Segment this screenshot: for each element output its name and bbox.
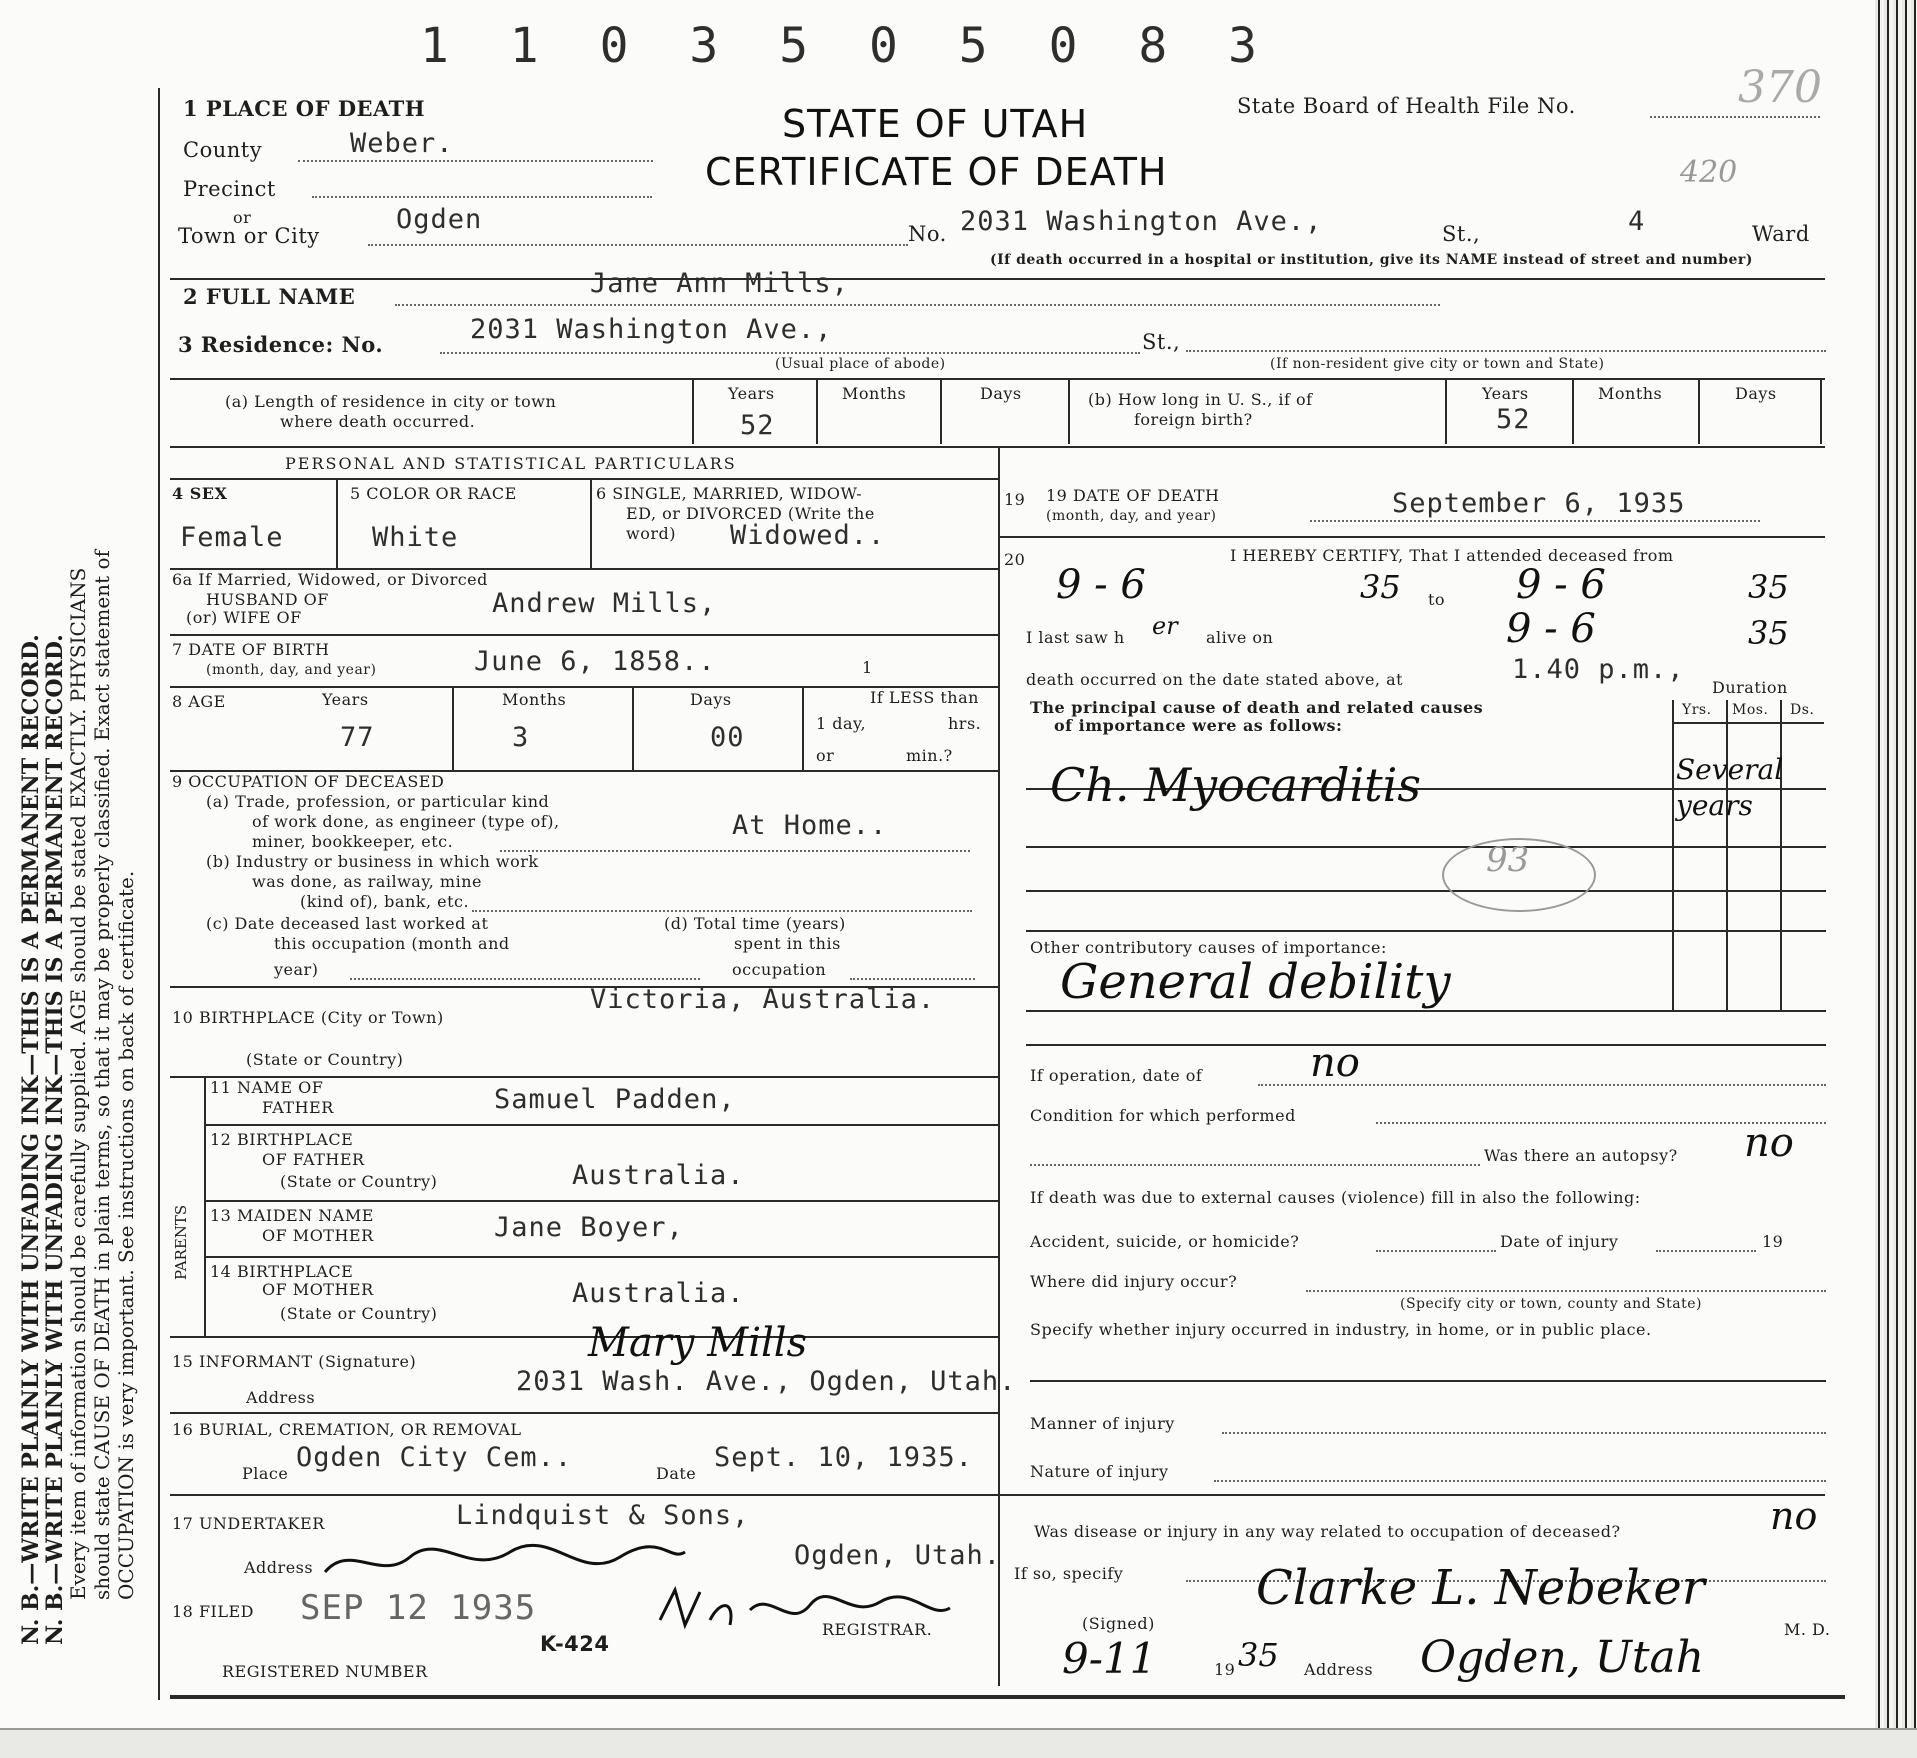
autopsy-label: Was there an autopsy? (1484, 1146, 1678, 1165)
reg-number-label: REGISTERED NUMBER (222, 1662, 428, 1681)
county-line (298, 160, 653, 162)
cause-value: Ch. Myocarditis (1050, 758, 1421, 812)
res-a-years-label: Years (728, 384, 775, 403)
certify-to-label: to (1428, 590, 1446, 609)
manner-label: Manner of injury (1030, 1414, 1175, 1433)
where-note: (Specify city or town, county and State) (1400, 1296, 1702, 1312)
age-mark: 1 (862, 658, 873, 677)
autopsy-line (1030, 1164, 1480, 1166)
marital-value: Widowed.. (730, 520, 886, 551)
marital-label-2: ED, or DIVORCED (Write the (626, 504, 875, 523)
res-col-7 (1698, 378, 1700, 444)
residence-st-line (1186, 350, 1826, 352)
registrar-label: REGISTRAR. (822, 1620, 933, 1639)
divider-father (204, 1124, 998, 1126)
occ-d-1: (d) Total time (years) (664, 914, 846, 933)
residence-a-label-2: where death occurred. (280, 412, 476, 431)
informant-address: 2031 Wash. Ave., Ogden, Utah. (516, 1366, 1017, 1397)
circle-code: 93 (1486, 840, 1530, 880)
abode-note: (Usual place of abode) (775, 356, 946, 372)
condition-label: Condition for which performed (1030, 1106, 1296, 1125)
other-causes-value: General debility (1060, 954, 1451, 1010)
place-of-death-heading: 1 PLACE OF DEATH (183, 96, 426, 121)
precinct-line (312, 196, 652, 198)
occ-a-2: of work done, as engineer (type of), (252, 812, 560, 831)
margin-warning-2: N. B.—WRITE PLAINLY WITH UNFADING INK—THIS IS A PERMANENT RECORD. (42, 634, 68, 1645)
color-col (590, 480, 592, 568)
cause-label-1: The principal cause of death and related causes (1030, 698, 1484, 717)
age-days-label: Days (690, 690, 732, 709)
pencil-note: 420 (1680, 155, 1738, 190)
occ-c-2: this occupation (month and (274, 934, 510, 953)
res-a-months-label: Months (842, 384, 907, 403)
burial-place: Ogden City Cem.. (296, 1442, 573, 1473)
sex-label: 4 SEX (172, 484, 228, 503)
lastsaw-label: I last saw h (1026, 628, 1125, 647)
cause-duration: Several years (1676, 753, 1784, 822)
injury-year-prefix: 19 (1762, 1232, 1784, 1251)
dob-label: 7 DATE OF BIRTH (172, 640, 330, 659)
res-b-months-label: Months (1598, 384, 1663, 403)
death-line (1310, 520, 1760, 522)
residence-a-label-1: (a) Length of residence in city or town (225, 392, 557, 411)
informant-signature: Mary Mills (588, 1320, 808, 1366)
burial-date-label: Date (656, 1464, 697, 1483)
or-label: or (233, 208, 252, 227)
undertaker-address-label: Address (244, 1558, 314, 1577)
res-col-3 (940, 378, 942, 444)
autopsy-value: no (1744, 1120, 1794, 1166)
physician-signature: Clarke L. Nebeker (1256, 1560, 1705, 1616)
death-num: 19 (1004, 490, 1026, 509)
registrar-signature (650, 1580, 970, 1650)
specify-label: Specify whether injury occurred in industry, in home, or in public place. (1030, 1320, 1652, 1339)
divider-res-top (170, 378, 1825, 380)
certify-from: 9 - 6 (1056, 562, 1146, 608)
town-line (368, 244, 908, 246)
mbirth-value: Australia. (572, 1278, 745, 1309)
mbirth-label-3: (State or Country) (280, 1304, 438, 1323)
street-value: 2031 Washington Ave., (960, 206, 1323, 237)
page-bottom-edge (0, 1728, 1917, 1758)
precinct-label: Precinct (183, 177, 276, 201)
file-no-line (1650, 116, 1820, 118)
dur-col-1 (1672, 700, 1674, 1010)
divider-10 (170, 1412, 998, 1414)
divider-fbirth (204, 1200, 998, 1202)
certificate-title: CERTIFICATE OF DEATH (705, 150, 1168, 194)
ward-label: Ward (1752, 222, 1810, 246)
residence-line (440, 352, 1140, 354)
residence-st-label: St., (1142, 330, 1181, 354)
occupation-label: 9 OCCUPATION OF DECEASED (172, 772, 445, 791)
town-value: Ogden (396, 204, 483, 235)
hospital-note: (If death occurred in a hospital or institution, give its NAME instead of street and number) (990, 252, 1753, 268)
personal-heading: PERSONAL AND STATISTICAL PARTICULARS (285, 454, 737, 473)
dur-col-2 (1726, 700, 1728, 1010)
burial-date: Sept. 10, 1935. (714, 1442, 973, 1473)
age-label: 8 AGE (172, 692, 226, 711)
occ-b-1: (b) Industry or business in which work (206, 852, 539, 871)
signed-label: (Signed) (1082, 1614, 1155, 1633)
form-left-border (158, 88, 160, 1700)
burial-label: 16 BURIAL, CREMATION, OR REMOVAL (172, 1420, 522, 1439)
burial-place-label: Place (242, 1464, 289, 1483)
spouse-label-3: (or) WIFE OF (186, 608, 302, 627)
age-months-label: Months (502, 690, 567, 709)
occ-d-3: occupation (732, 960, 827, 979)
occ-b-3: (kind of), bank, etc. (300, 892, 470, 911)
age-col-3 (802, 688, 804, 770)
file-no-label: State Board of Health File No. (1237, 94, 1576, 118)
mother-value: Jane Boyer, (494, 1212, 684, 1243)
age-col-2 (632, 688, 634, 770)
dob-sub: (month, day, and year) (206, 662, 377, 678)
county-value: Weber. (350, 128, 454, 159)
residence-b-label-2: foreign birth? (1134, 410, 1253, 429)
father-label-2: FATHER (262, 1098, 334, 1117)
occ-c-line (350, 978, 700, 980)
res-col-1 (692, 378, 694, 444)
filed-label: 18 FILED (172, 1602, 254, 1621)
color-label: 5 COLOR OR RACE (350, 484, 517, 503)
st-label: St., (1442, 222, 1481, 246)
document-number: 1 1 0 3 5 0 5 0 8 3 (420, 18, 1274, 74)
occurred-label: death occurred on the date stated above, at (1026, 670, 1404, 689)
age-months-value: 3 (512, 722, 530, 753)
mother-label-1: 13 MAIDEN NAME (210, 1206, 374, 1225)
full-name-value: Jane Ann Mills, (590, 268, 849, 299)
cause-line-4 (1026, 930, 1826, 932)
father-label-1: 11 NAME OF (210, 1078, 324, 1097)
margin-instructions-2: should state CAUSE OF DEATH in plain terms, so that it may be properly classified. Exact statement of (90, 550, 114, 1600)
divider-mother (204, 1256, 998, 1258)
occ-a-1: (a) Trade, profession, or particular kind (206, 792, 550, 811)
age-years-label: Years (322, 690, 369, 709)
ward-value: 4 (1628, 206, 1646, 237)
margin-instructions-1: Every item of information should be carefully supplied. AGE should be stated EXACTLY. PHYSICIANS (66, 567, 90, 1600)
operation-label: If operation, date of (1030, 1066, 1203, 1085)
dob-value: June 6, 1858.. (474, 646, 716, 677)
certify-num: 20 (1004, 550, 1026, 569)
occ-d-2: spent in this (734, 934, 841, 953)
spouse-value: Andrew Mills, (492, 588, 717, 619)
birthplace-label: 10 BIRTHPLACE (City or Town) (172, 1008, 444, 1027)
occupation-value: At Home.. (732, 810, 888, 841)
occ-related-label: Was disease or injury in any way related to occupation of deceased? (1034, 1522, 1621, 1541)
certify-from-year: 35 (1360, 568, 1401, 606)
undertaker-scribble (320, 1532, 690, 1592)
informant-address-label: Address (246, 1388, 316, 1407)
page-edge (1875, 0, 1917, 1758)
age-col-1 (452, 688, 454, 770)
ifso-label: If so, specify (1014, 1564, 1124, 1583)
less-label-3: hrs. (948, 714, 982, 733)
marital-label-1: 6 SINGLE, MARRIED, WIDOW- (596, 484, 863, 503)
center-divider (998, 448, 1000, 1686)
signed-date: 9-11 (1062, 1634, 1157, 1683)
duration-mos: Mos. (1732, 702, 1769, 718)
signed-address: Ogden, Utah (1420, 1632, 1705, 1683)
injury-date-line (1656, 1250, 1756, 1252)
nature-label: Nature of injury (1030, 1462, 1169, 1481)
divider-4 (170, 634, 998, 636)
town-label: Town or City (178, 224, 320, 248)
death-date-label: 19 DATE OF DEATH (1046, 486, 1220, 505)
spouse-label-1: 6a If Married, Widowed, or Divorced (172, 570, 488, 589)
margin-warning: N. B.—WRITE PLAINLY WITH UNFADING INK—THIS IS A PERMANENT RECORD. (18, 634, 44, 1645)
where-label: Where did injury occur? (1030, 1272, 1238, 1291)
marital-label-3: word) (626, 524, 676, 543)
less-label-2: 1 day, (816, 714, 867, 733)
divider-1 (170, 278, 1825, 280)
res-b-years-label: Years (1482, 384, 1529, 403)
occ-b-line (472, 910, 972, 912)
cause-line-3 (1026, 890, 1826, 892)
fbirth-label-2: OF FATHER (262, 1150, 365, 1169)
residence-value: 2031 Washington Ave., (470, 314, 833, 345)
full-name-label: 2 FULL NAME (183, 284, 356, 309)
divider-r2 (1000, 1494, 1825, 1496)
cause-line-2 (1026, 846, 1826, 848)
spouse-label-2: HUSBAND OF (206, 590, 329, 609)
occ-a-line (500, 850, 970, 852)
dur-col-3 (1780, 700, 1782, 1010)
parents-col (204, 1078, 206, 1338)
duration-yrs: Yrs. (1682, 702, 1712, 718)
res-col-5 (1445, 378, 1447, 444)
mbirth-label-2: OF MOTHER (262, 1280, 374, 1299)
res-col-6 (1572, 378, 1574, 444)
no-label: No. (908, 222, 947, 246)
less-label-4: or (816, 746, 835, 765)
birthplace-value: Victoria, Australia. (590, 984, 936, 1015)
fbirth-label-1: 12 BIRTHPLACE (210, 1130, 354, 1149)
age-days-value: 00 (710, 722, 745, 753)
external-label: If death was due to external causes (violence) fill in also the following: (1030, 1188, 1641, 1207)
county-label: County (183, 138, 263, 162)
other-causes-label: Other contributory causes of importance: (1030, 938, 1387, 957)
lastsaw-date: 9 - 6 (1506, 606, 1596, 652)
signed-year-prefix: 19 (1214, 1660, 1236, 1679)
divider-r1 (1000, 536, 1825, 538)
death-time: 1.40 p.m., (1512, 654, 1685, 685)
sex-value: Female (180, 522, 284, 553)
file-no-value: 370 (1738, 62, 1822, 113)
nonres-note: (If non-resident give city or town and State) (1270, 356, 1605, 372)
accident-line (1376, 1250, 1496, 1252)
divider-11 (170, 1494, 998, 1496)
injury-date-label: Date of injury (1500, 1232, 1619, 1251)
other-line-2 (1026, 1044, 1826, 1046)
occ-c-1: (c) Date deceased last worked at (206, 914, 489, 933)
res-col-8 (1820, 378, 1822, 444)
age-years-value: 77 (340, 722, 375, 753)
certify-to-year: 35 (1748, 568, 1789, 606)
death-date-value: September 6, 1935 (1392, 488, 1686, 519)
certify-text: I HEREBY CERTIFY, That I attended deceased from (1230, 546, 1674, 565)
res-a-days-label: Days (980, 384, 1022, 403)
undertaker-label: 17 UNDERTAKER (172, 1514, 325, 1533)
res-b-years-value: 52 (1496, 404, 1531, 435)
manner-line (1222, 1432, 1826, 1434)
fbirth-value: Australia. (572, 1160, 745, 1191)
where-line (1306, 1290, 1826, 1292)
residence-b-label-1: (b) How long in U. S., if of (1088, 390, 1313, 409)
sex-col (336, 480, 338, 568)
parents-label: PARENTS (172, 1204, 190, 1280)
reg-number-value: K-424 (540, 1632, 610, 1656)
nature-line (1214, 1480, 1826, 1482)
operation-value: no (1310, 1040, 1360, 1086)
md-label: M. D. (1784, 1620, 1831, 1639)
cause-label-2: of importance were as follows: (1054, 716, 1343, 735)
filed-stamp: SEP 12 1935 (300, 1588, 537, 1628)
occ-b-2: was done, as railway, mine (252, 872, 482, 891)
death-date-sub: (month, day, and year) (1046, 508, 1217, 524)
fbirth-label-3: (State or Country) (280, 1172, 438, 1191)
duration-ds: Ds. (1790, 702, 1815, 718)
accident-label: Accident, suicide, or homicide? (1030, 1232, 1300, 1251)
certify-to: 9 - 6 (1516, 562, 1606, 608)
other-line-1 (1026, 1010, 1826, 1012)
occ-d-line (850, 978, 975, 980)
res-col-4 (1068, 378, 1070, 444)
margin-instructions-3: OCCUPATION is very important. See instructions on back of certificate. (114, 870, 138, 1600)
signed-address-label: Address (1304, 1660, 1374, 1679)
signed-year: 35 (1238, 1636, 1279, 1674)
mbirth-label-1: 14 BIRTHPLACE (210, 1262, 354, 1281)
informant-label: 15 INFORMANT (Signature) (172, 1352, 417, 1371)
occ-c-3: year) (274, 960, 319, 979)
birthplace-sub: (State or Country) (246, 1050, 404, 1069)
name-line (395, 304, 1440, 306)
less-label-1: If LESS than (870, 688, 979, 707)
father-value: Samuel Padden, (494, 1084, 736, 1115)
occ-a-3: miner, bookkeeper, etc. (252, 832, 454, 851)
state-title: STATE OF UTAH (782, 102, 1089, 146)
dur-head (1672, 722, 1824, 724)
color-value: White (372, 522, 459, 553)
residence-label: 3 Residence: No. (178, 332, 384, 357)
undertaker-address: Ogden, Utah. (794, 1540, 1002, 1571)
duration-label: Duration (1712, 678, 1788, 697)
divider-personal (170, 478, 998, 480)
undertaker-value: Lindquist & Sons, (456, 1500, 750, 1531)
specify-line (1030, 1380, 1826, 1382)
res-b-days-label: Days (1735, 384, 1777, 403)
res-col-2 (816, 378, 818, 444)
alive-label: alive on (1206, 628, 1274, 647)
res-a-years-value: 52 (740, 410, 775, 441)
less-label-5: min.? (906, 746, 953, 765)
divider-9 (170, 1336, 998, 1338)
lastsaw-pronoun: er (1152, 612, 1178, 640)
mother-label-2: OF MOTHER (262, 1226, 374, 1245)
occ-related-value: no (1770, 1494, 1818, 1538)
lastsaw-year: 35 (1748, 614, 1789, 652)
form-bottom-border (170, 1695, 1845, 1699)
